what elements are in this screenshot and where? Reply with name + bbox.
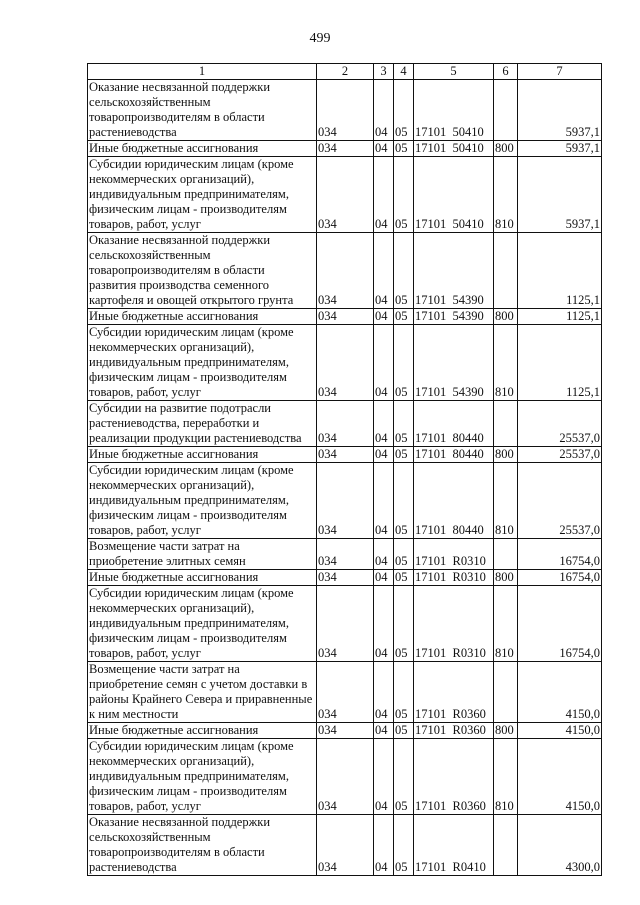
expense-type-code-cell: 800 bbox=[494, 570, 518, 586]
header-cell: 2 bbox=[317, 64, 374, 80]
amount-cell: 16754,0 bbox=[518, 539, 602, 570]
expense-type-code-cell bbox=[494, 401, 518, 447]
item-name-cell: Иные бюджетные ассигнования bbox=[88, 141, 317, 157]
ministry-code-cell: 034 bbox=[317, 157, 374, 233]
section-code-cell: 04 bbox=[374, 723, 394, 739]
target-article-code-cell: 17101 54390 bbox=[414, 233, 494, 309]
section-code-cell: 04 bbox=[374, 539, 394, 570]
target-article-code-cell: 17101 80440 bbox=[414, 447, 494, 463]
amount-cell: 1125,1 bbox=[518, 325, 602, 401]
item-name-cell: Оказание несвязанной поддержки сельскохозяйственным товаропроизводителям в области растениеводства bbox=[88, 815, 317, 876]
ministry-code-cell: 034 bbox=[317, 815, 374, 876]
item-name-cell: Возмещение части затрат на приобретение семян с учетом доставки в районы Крайнего Севера и приравненные к ним местности bbox=[88, 662, 317, 723]
target-article-code-cell: 17101 R0310 bbox=[414, 570, 494, 586]
amount-cell: 4150,0 bbox=[518, 662, 602, 723]
section-code-cell: 04 bbox=[374, 141, 394, 157]
amount-cell: 16754,0 bbox=[518, 586, 602, 662]
table-row bbox=[88, 723, 602, 739]
target-article-code-cell: 17101 R0360 bbox=[414, 723, 494, 739]
subsection-code-cell: 05 bbox=[394, 309, 414, 325]
expense-type-code-cell bbox=[494, 80, 518, 141]
item-name-cell: Иные бюджетные ассигнования bbox=[88, 723, 317, 739]
amount-cell: 5937,1 bbox=[518, 141, 602, 157]
target-article-code-cell: 17101 R0360 bbox=[414, 662, 494, 723]
expense-type-code-cell: 810 bbox=[494, 586, 518, 662]
item-name-cell: Субсидии юридическим лицам (кроме некоммерческих организаций), индивидуальным предпринимателям, физическим лицам - производителям товаров, работ, услуг bbox=[88, 739, 317, 815]
target-article-code-cell: 17101 50410 bbox=[414, 80, 494, 141]
item-name-cell: Иные бюджетные ассигнования bbox=[88, 447, 317, 463]
header-cell: 6 bbox=[494, 64, 518, 80]
item-name-cell: Субсидии юридическим лицам (кроме некоммерческих организаций), индивидуальным предпринимателям, физическим лицам - производителям товаров, работ, услуг bbox=[88, 157, 317, 233]
expense-type-code-cell: 810 bbox=[494, 157, 518, 233]
expense-type-code-cell: 810 bbox=[494, 325, 518, 401]
table-row bbox=[88, 141, 602, 157]
ministry-code-cell: 034 bbox=[317, 325, 374, 401]
header-cell: 1 bbox=[88, 64, 317, 80]
ministry-code-cell: 034 bbox=[317, 309, 374, 325]
expense-type-code-cell: 810 bbox=[494, 739, 518, 815]
item-name-cell: Иные бюджетные ассигнования bbox=[88, 309, 317, 325]
ministry-code-cell: 034 bbox=[317, 570, 374, 586]
expense-type-code-cell: 810 bbox=[494, 463, 518, 539]
header-cell: 4 bbox=[394, 64, 414, 80]
ministry-code-cell: 034 bbox=[317, 447, 374, 463]
expense-type-code-cell bbox=[494, 815, 518, 876]
table-row bbox=[88, 401, 602, 447]
section-code-cell: 04 bbox=[374, 325, 394, 401]
amount-cell: 4150,0 bbox=[518, 739, 602, 815]
expense-type-code-cell: 800 bbox=[494, 723, 518, 739]
item-name-cell: Возмещение части затрат на приобретение элитных семян bbox=[88, 539, 317, 570]
item-name-cell: Субсидии юридическим лицам (кроме некоммерческих организаций), индивидуальным предпринимателям, физическим лицам - производителям товаров, работ, услуг bbox=[88, 325, 317, 401]
table-row bbox=[88, 539, 602, 570]
amount-cell: 1125,1 bbox=[518, 309, 602, 325]
amount-cell: 1125,1 bbox=[518, 233, 602, 309]
target-article-code-cell: 17101 80440 bbox=[414, 401, 494, 447]
ministry-code-cell: 034 bbox=[317, 141, 374, 157]
table-row bbox=[88, 463, 602, 539]
table-row bbox=[88, 80, 602, 141]
subsection-code-cell: 05 bbox=[394, 157, 414, 233]
amount-cell: 25537,0 bbox=[518, 447, 602, 463]
ministry-code-cell: 034 bbox=[317, 233, 374, 309]
section-code-cell: 04 bbox=[374, 401, 394, 447]
subsection-code-cell: 05 bbox=[394, 447, 414, 463]
target-article-code-cell: 17101 50410 bbox=[414, 157, 494, 233]
expense-type-code-cell: 800 bbox=[494, 447, 518, 463]
target-article-code-cell: 17101 R0310 bbox=[414, 539, 494, 570]
section-code-cell: 04 bbox=[374, 157, 394, 233]
target-article-code-cell: 17101 R0360 bbox=[414, 739, 494, 815]
subsection-code-cell: 05 bbox=[394, 80, 414, 141]
table-row bbox=[88, 233, 602, 309]
subsection-code-cell: 05 bbox=[394, 570, 414, 586]
ministry-code-cell: 034 bbox=[317, 739, 374, 815]
item-name-cell: Оказание несвязанной поддержки сельскохозяйственным товаропроизводителям в области развития производства семенного картофеля и овощей открытого грунта bbox=[88, 233, 317, 309]
subsection-code-cell: 05 bbox=[394, 586, 414, 662]
subsection-code-cell: 05 bbox=[394, 662, 414, 723]
expense-type-code-cell bbox=[494, 233, 518, 309]
section-code-cell: 04 bbox=[374, 662, 394, 723]
ministry-code-cell: 034 bbox=[317, 539, 374, 570]
amount-cell: 4300,0 bbox=[518, 815, 602, 876]
amount-cell: 16754,0 bbox=[518, 570, 602, 586]
subsection-code-cell: 05 bbox=[394, 815, 414, 876]
amount-cell: 25537,0 bbox=[518, 463, 602, 539]
expense-type-code-cell bbox=[494, 539, 518, 570]
table-row bbox=[88, 447, 602, 463]
amount-cell: 25537,0 bbox=[518, 401, 602, 447]
expense-type-code-cell: 800 bbox=[494, 141, 518, 157]
table-row bbox=[88, 325, 602, 401]
subsection-code-cell: 05 bbox=[394, 325, 414, 401]
section-code-cell: 04 bbox=[374, 570, 394, 586]
ministry-code-cell: 034 bbox=[317, 401, 374, 447]
item-name-cell: Оказание несвязанной поддержки сельскохозяйственным товаропроизводителям в области растениеводства bbox=[88, 80, 317, 141]
table-row bbox=[88, 570, 602, 586]
section-code-cell: 04 bbox=[374, 233, 394, 309]
header-row bbox=[88, 64, 602, 80]
table-row bbox=[88, 662, 602, 723]
section-code-cell: 04 bbox=[374, 815, 394, 876]
item-name-cell: Субсидии юридическим лицам (кроме некоммерческих организаций), индивидуальным предпринимателям, физическим лицам - производителям товаров, работ, услуг bbox=[88, 586, 317, 662]
target-article-code-cell: 17101 R0410 bbox=[414, 815, 494, 876]
ministry-code-cell: 034 bbox=[317, 586, 374, 662]
amount-cell: 5937,1 bbox=[518, 80, 602, 141]
amount-cell: 4150,0 bbox=[518, 723, 602, 739]
item-name-cell: Субсидии на развитие подотрасли растениеводства, переработки и реализации продукции растениеводства bbox=[88, 401, 317, 447]
ministry-code-cell: 034 bbox=[317, 80, 374, 141]
table-body bbox=[88, 64, 602, 876]
ministry-code-cell: 034 bbox=[317, 662, 374, 723]
target-article-code-cell: 17101 54390 bbox=[414, 325, 494, 401]
header-cell: 5 bbox=[414, 64, 494, 80]
table-row bbox=[88, 586, 602, 662]
target-article-code-cell: 17101 54390 bbox=[414, 309, 494, 325]
budget-table bbox=[87, 63, 602, 876]
target-article-code-cell: 17101 50410 bbox=[414, 141, 494, 157]
subsection-code-cell: 05 bbox=[394, 723, 414, 739]
section-code-cell: 04 bbox=[374, 447, 394, 463]
table-row bbox=[88, 815, 602, 876]
section-code-cell: 04 bbox=[374, 586, 394, 662]
section-code-cell: 04 bbox=[374, 80, 394, 141]
subsection-code-cell: 05 bbox=[394, 401, 414, 447]
section-code-cell: 04 bbox=[374, 309, 394, 325]
ministry-code-cell: 034 bbox=[317, 463, 374, 539]
target-article-code-cell: 17101 R0310 bbox=[414, 586, 494, 662]
expense-type-code-cell: 800 bbox=[494, 309, 518, 325]
target-article-code-cell: 17101 80440 bbox=[414, 463, 494, 539]
item-name-cell: Субсидии юридическим лицам (кроме некоммерческих организаций), индивидуальным предпринимателям, физическим лицам - производителям товаров, работ, услуг bbox=[88, 463, 317, 539]
header-cell: 7 bbox=[518, 64, 602, 80]
section-code-cell: 04 bbox=[374, 739, 394, 815]
amount-cell: 5937,1 bbox=[518, 157, 602, 233]
expense-type-code-cell bbox=[494, 662, 518, 723]
header-cell: 3 bbox=[374, 64, 394, 80]
subsection-code-cell: 05 bbox=[394, 233, 414, 309]
subsection-code-cell: 05 bbox=[394, 141, 414, 157]
section-code-cell: 04 bbox=[374, 463, 394, 539]
table-row bbox=[88, 309, 602, 325]
subsection-code-cell: 05 bbox=[394, 463, 414, 539]
ministry-code-cell: 034 bbox=[317, 723, 374, 739]
subsection-code-cell: 05 bbox=[394, 539, 414, 570]
subsection-code-cell: 05 bbox=[394, 739, 414, 815]
page-number: 499 bbox=[309, 31, 331, 46]
item-name-cell: Иные бюджетные ассигнования bbox=[88, 570, 317, 586]
table-row bbox=[88, 739, 602, 815]
table-row bbox=[88, 157, 602, 233]
